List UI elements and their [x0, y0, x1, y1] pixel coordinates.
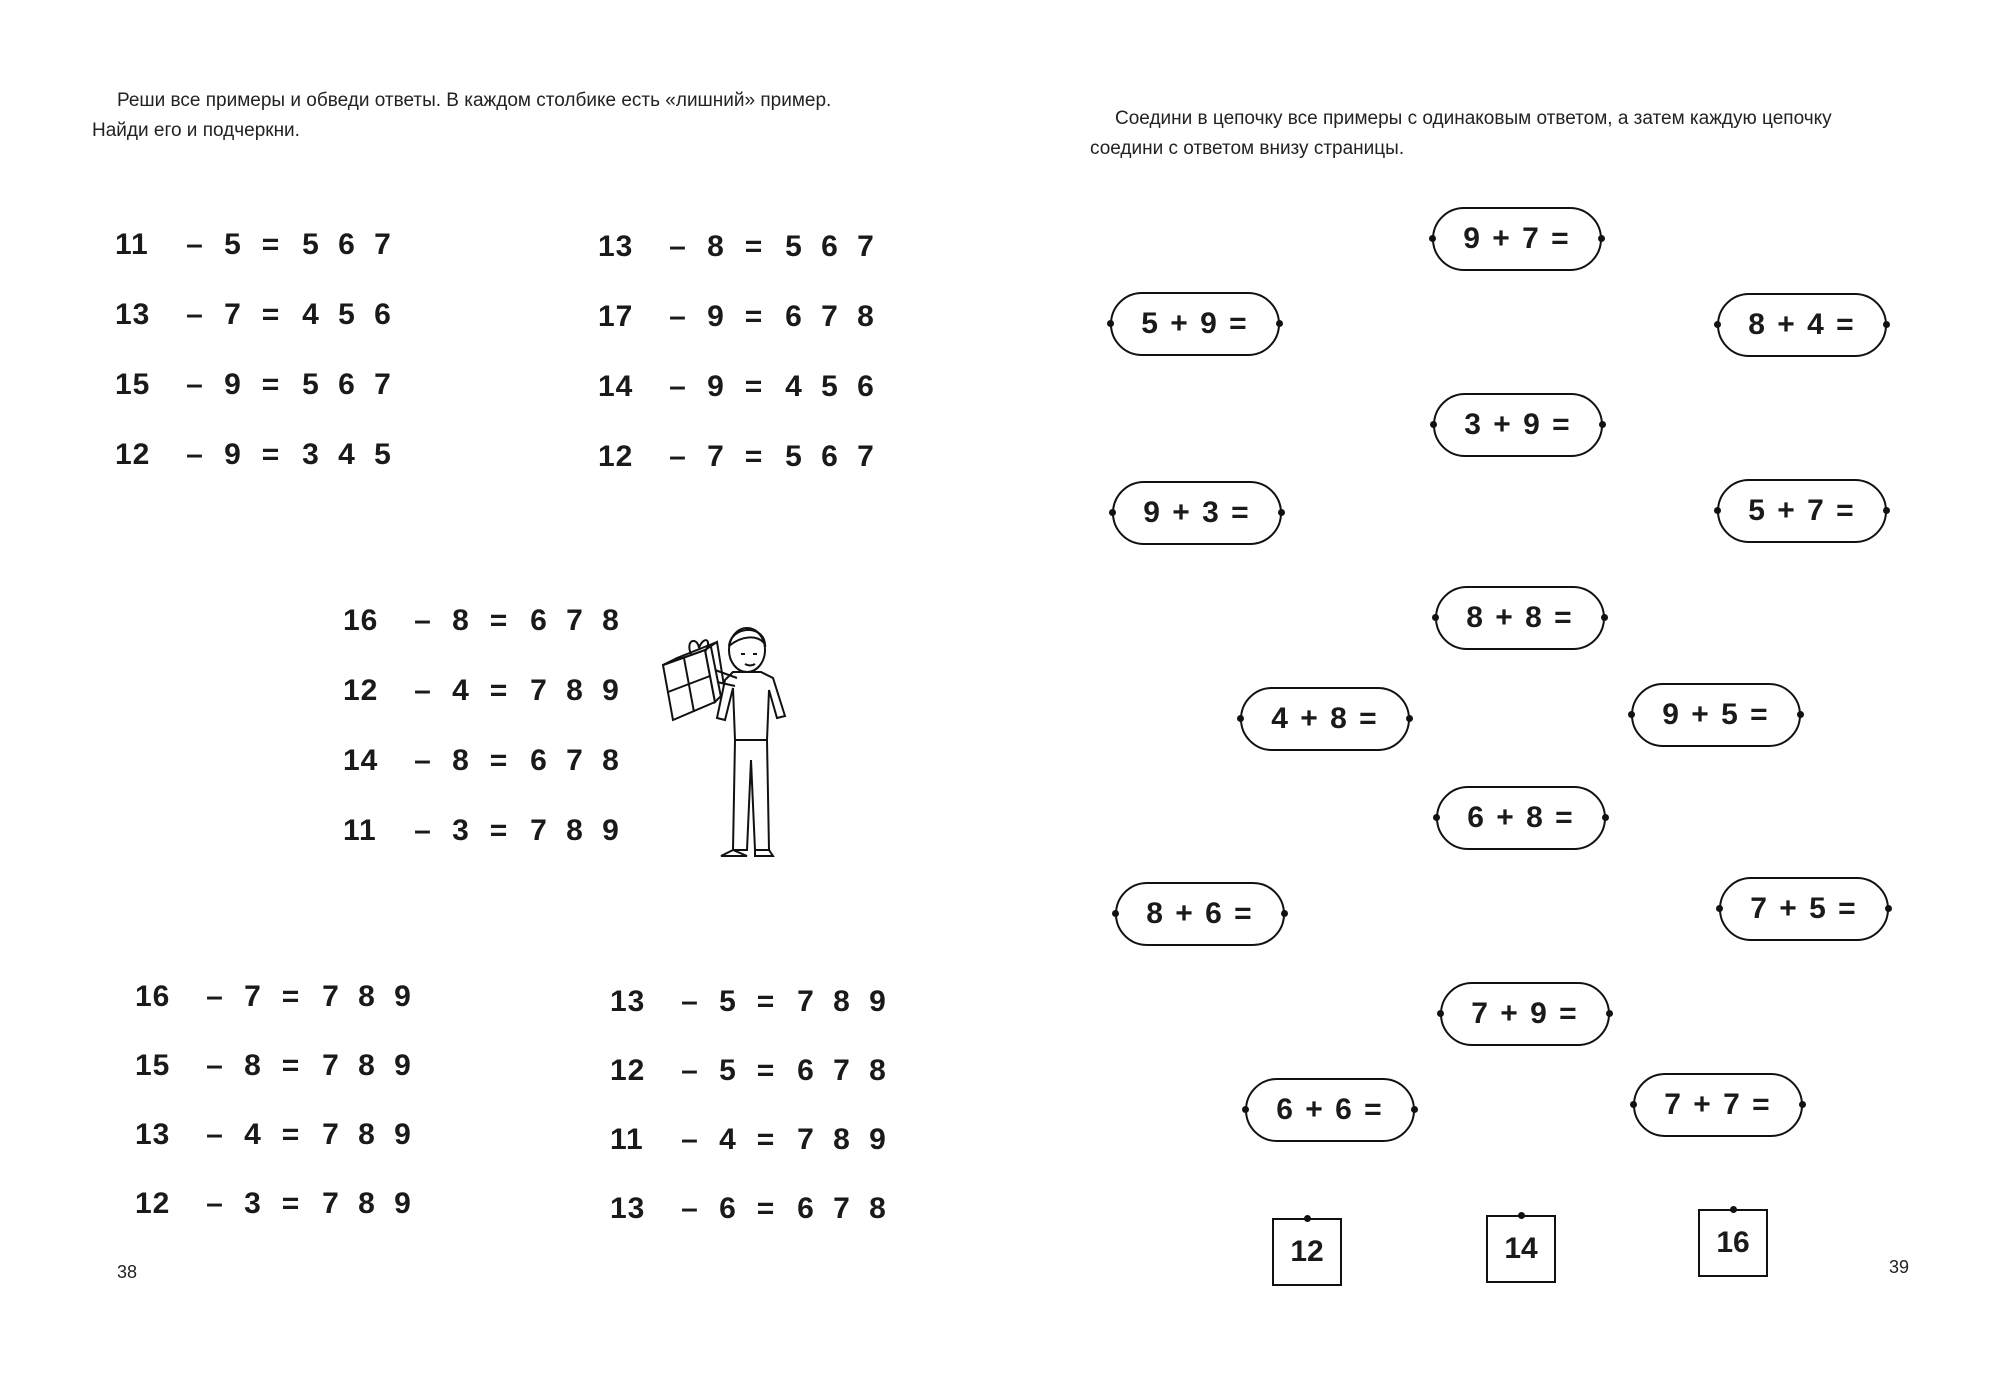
- exercise-a: 16: [343, 604, 379, 637]
- exercise-op: –: [206, 980, 224, 1013]
- connection-dot[interactable]: [1799, 1101, 1806, 1108]
- exercise-eq: =: [489, 604, 509, 637]
- equation-pill[interactable]: [1717, 479, 1887, 543]
- exercise-row: [610, 1192, 896, 1226]
- exercise-eq: =: [489, 674, 509, 707]
- exercise-op: –: [186, 228, 204, 261]
- answer-choices: [788, 1054, 896, 1088]
- exercise-op: –: [206, 1118, 224, 1151]
- connection-dot[interactable]: [1242, 1106, 1249, 1113]
- exercise-b: 9: [224, 368, 242, 401]
- exercise-op: –: [186, 438, 204, 471]
- right-instruction: Соедини в цепочку все примеры с одинаковым ответом, а затем каждую цепочку соедини с ответом внизу страницы.: [1090, 108, 1832, 159]
- exercise-a: 13: [598, 230, 634, 263]
- exercise-b: 5: [719, 1054, 737, 1087]
- exercise-row: [135, 1187, 421, 1221]
- connection-dot[interactable]: [1602, 814, 1609, 821]
- exercise-op: –: [414, 744, 432, 777]
- answer-choices: [776, 300, 884, 334]
- equation-pill[interactable]: [1240, 687, 1410, 751]
- exercise-eq: =: [261, 368, 281, 401]
- answer-choice[interactable]: 8: [602, 604, 620, 637]
- exercise-b: 8: [452, 604, 470, 637]
- connection-dot[interactable]: [1714, 321, 1721, 328]
- exercise-b: 9: [707, 370, 725, 403]
- answer-choice[interactable]: 7: [322, 1118, 340, 1151]
- exercise-row: [135, 1049, 421, 1083]
- answer-choices: [313, 980, 421, 1014]
- exercise-eq: =: [756, 1123, 776, 1156]
- answer-choice[interactable]: 5: [374, 438, 392, 471]
- answer-choice[interactable]: 7: [374, 228, 392, 261]
- exercise-b: 7: [224, 298, 242, 331]
- exercise-row: [135, 980, 421, 1014]
- answer-choices: [313, 1049, 421, 1083]
- answer-choice[interactable]: 4: [785, 370, 803, 403]
- connection-dot[interactable]: [1598, 235, 1605, 242]
- answer-choice[interactable]: 6: [797, 1054, 815, 1087]
- answer-choice[interactable]: 8: [358, 1187, 376, 1220]
- answer-choice[interactable]: 8: [566, 674, 584, 707]
- exercise-eq: =: [281, 1187, 301, 1220]
- answer-choices: [293, 228, 401, 262]
- connection-dot[interactable]: [1730, 1206, 1737, 1213]
- equation-pill[interactable]: [1719, 877, 1889, 941]
- exercise-eq: =: [744, 230, 764, 263]
- equation-pill[interactable]: [1440, 982, 1610, 1046]
- exercise-b: 6: [719, 1192, 737, 1225]
- connection-dot[interactable]: [1281, 910, 1288, 917]
- answer-choice[interactable]: 5: [785, 440, 803, 473]
- exercise-a: 12: [598, 440, 634, 473]
- answer-choice[interactable]: 5: [302, 368, 320, 401]
- connection-dot[interactable]: [1883, 321, 1890, 328]
- connection-dot[interactable]: [1429, 235, 1436, 242]
- answer-choice[interactable]: 5: [302, 228, 320, 261]
- answer-choices: [293, 438, 401, 472]
- answer-choice[interactable]: 8: [358, 1118, 376, 1151]
- answer-choice[interactable]: 6: [530, 604, 548, 637]
- exercise-op: –: [681, 1123, 699, 1156]
- exercise-a: 15: [115, 368, 151, 401]
- equation-pill[interactable]: [1436, 786, 1606, 850]
- exercise-op: –: [186, 368, 204, 401]
- connection-dot[interactable]: [1430, 421, 1437, 428]
- answer-choice[interactable]: 8: [358, 1049, 376, 1082]
- answer-choice[interactable]: 9: [869, 1123, 887, 1156]
- exercise-a: 12: [115, 438, 151, 471]
- connection-dot[interactable]: [1276, 320, 1283, 327]
- equation-pill[interactable]: [1432, 207, 1602, 271]
- connection-dot[interactable]: [1628, 711, 1635, 718]
- exercise-row: [115, 298, 401, 332]
- connection-dot[interactable]: [1599, 421, 1606, 428]
- answer-choices: [776, 230, 884, 264]
- answer-choices: [521, 744, 629, 778]
- exercise-op: –: [681, 985, 699, 1018]
- equation-text: 4 + 8 =: [1271, 702, 1379, 735]
- answer-choice[interactable]: 4: [302, 298, 320, 331]
- exercise-eq: =: [756, 1192, 776, 1225]
- answer-choice[interactable]: 8: [566, 814, 584, 847]
- exercise-row: [598, 300, 884, 334]
- answer-choice[interactable]: 7: [797, 1123, 815, 1156]
- answer-value: 14: [1504, 1232, 1538, 1265]
- exercise-a: 11: [115, 228, 149, 261]
- exercise-a: 14: [598, 370, 634, 403]
- equation-text: 5 + 7 =: [1748, 494, 1856, 527]
- exercise-a: 17: [598, 300, 634, 333]
- answer-choice[interactable]: 6: [338, 368, 356, 401]
- exercise-a: 15: [135, 1049, 171, 1082]
- exercise-eq: =: [261, 298, 281, 331]
- equation-pill[interactable]: [1245, 1078, 1415, 1142]
- exercise-eq: =: [756, 985, 776, 1018]
- answer-choice[interactable]: 9: [394, 1187, 412, 1220]
- answer-choice[interactable]: 8: [833, 1123, 851, 1156]
- exercise-row: [115, 368, 401, 402]
- exercise-a: 13: [115, 298, 151, 331]
- exercise-op: –: [414, 814, 432, 847]
- answer-choice[interactable]: 7: [566, 744, 584, 777]
- connection-dot[interactable]: [1437, 1010, 1444, 1017]
- exercise-a: 13: [135, 1118, 171, 1151]
- answer-choice[interactable]: 6: [785, 300, 803, 333]
- answer-box[interactable]: [1272, 1218, 1342, 1286]
- connection-dot[interactable]: [1109, 509, 1116, 516]
- exercise-b: 5: [719, 985, 737, 1018]
- answer-choices: [313, 1118, 421, 1152]
- exercise-row: [343, 744, 629, 778]
- answer-choices: [293, 368, 401, 402]
- equation-text: 5 + 9 =: [1141, 307, 1249, 340]
- equation-pill[interactable]: [1110, 292, 1280, 356]
- exercise-eq: =: [744, 370, 764, 403]
- answer-choice[interactable]: 7: [530, 674, 548, 707]
- answer-choice[interactable]: 6: [797, 1192, 815, 1225]
- answer-choices: [293, 298, 401, 332]
- answer-choice[interactable]: 6: [857, 370, 875, 403]
- exercise-op: –: [669, 230, 687, 263]
- exercise-eq: =: [744, 300, 764, 333]
- exercise-b: 4: [452, 674, 470, 707]
- answer-value: 12: [1290, 1235, 1324, 1268]
- exercise-b: 4: [244, 1118, 262, 1151]
- answer-choice[interactable]: 8: [602, 744, 620, 777]
- connection-dot[interactable]: [1278, 509, 1285, 516]
- exercise-row: [598, 230, 884, 264]
- equation-pill[interactable]: [1631, 683, 1801, 747]
- exercise-op: –: [186, 298, 204, 331]
- exercise-row: [610, 1123, 896, 1157]
- exercise-op: –: [414, 674, 432, 707]
- equation-pill[interactable]: [1717, 293, 1887, 357]
- exercise-b: 3: [452, 814, 470, 847]
- answer-choice[interactable]: 8: [869, 1054, 887, 1087]
- exercise-b: 8: [452, 744, 470, 777]
- answer-choice[interactable]: 9: [869, 985, 887, 1018]
- exercise-op: –: [414, 604, 432, 637]
- exercise-b: 9: [224, 438, 242, 471]
- exercise-eq: =: [281, 1049, 301, 1082]
- answer-choice[interactable]: 8: [358, 980, 376, 1013]
- exercise-a: 12: [343, 674, 379, 707]
- page-number-right: 39: [1889, 1257, 1910, 1277]
- answer-choice[interactable]: 8: [857, 300, 875, 333]
- exercise-op: –: [669, 300, 687, 333]
- answer-choice[interactable]: 7: [833, 1192, 851, 1225]
- connection-dot[interactable]: [1107, 320, 1114, 327]
- exercise-b: 5: [224, 228, 242, 261]
- answer-choice[interactable]: 9: [602, 674, 620, 707]
- exercise-row: [135, 1118, 421, 1152]
- exercise-op: –: [206, 1049, 224, 1082]
- answer-choices: [521, 814, 629, 848]
- exercise-row: [115, 228, 401, 262]
- exercise-b: 8: [244, 1049, 262, 1082]
- answer-choice[interactable]: 7: [530, 814, 548, 847]
- exercise-row: [343, 604, 629, 638]
- answer-choice[interactable]: 6: [338, 228, 356, 261]
- equation-text: 8 + 8 =: [1466, 601, 1574, 634]
- answer-choice[interactable]: 6: [821, 230, 839, 263]
- boy-with-gift-illustration: [655, 620, 790, 860]
- answer-box[interactable]: [1486, 1215, 1556, 1283]
- exercise-a: 11: [343, 814, 377, 847]
- exercise-row: [343, 674, 629, 708]
- equation-text: 8 + 6 =: [1146, 897, 1254, 930]
- exercise-b: 8: [707, 230, 725, 263]
- connection-dot[interactable]: [1601, 614, 1608, 621]
- equation-pill[interactable]: [1633, 1073, 1803, 1137]
- exercise-row: [598, 440, 884, 474]
- equation-text: 9 + 5 =: [1662, 698, 1770, 731]
- exercise-eq: =: [281, 980, 301, 1013]
- answer-choice[interactable]: 7: [821, 300, 839, 333]
- exercise-row: [610, 985, 896, 1019]
- connection-dot[interactable]: [1406, 715, 1413, 722]
- answer-choices: [521, 674, 629, 708]
- answer-choice[interactable]: 7: [857, 440, 875, 473]
- exercise-a: 13: [610, 1192, 646, 1225]
- connection-dot[interactable]: [1716, 905, 1723, 912]
- answer-choice[interactable]: 5: [338, 298, 356, 331]
- equation-text: 8 + 4 =: [1748, 308, 1856, 341]
- connection-dot[interactable]: [1237, 715, 1244, 722]
- exercise-eq: =: [756, 1054, 776, 1087]
- exercise-op: –: [206, 1187, 224, 1220]
- answer-choices: [788, 1192, 896, 1226]
- connection-dot[interactable]: [1432, 614, 1439, 621]
- exercise-row: [598, 370, 884, 404]
- answer-choice[interactable]: 7: [797, 985, 815, 1018]
- answer-choices: [788, 1123, 896, 1157]
- equation-text: 7 + 9 =: [1471, 997, 1579, 1030]
- answer-choice[interactable]: 5: [821, 370, 839, 403]
- connection-dot[interactable]: [1518, 1212, 1525, 1219]
- answer-choices: [313, 1187, 421, 1221]
- equation-text: 9 + 3 =: [1143, 496, 1251, 529]
- exercise-b: 3: [244, 1187, 262, 1220]
- equation-pill[interactable]: [1115, 882, 1285, 946]
- answer-choice[interactable]: 9: [394, 1118, 412, 1151]
- exercise-a: 14: [343, 744, 379, 777]
- exercise-a: 12: [610, 1054, 646, 1087]
- answer-choices: [776, 440, 884, 474]
- equation-text: 6 + 8 =: [1467, 801, 1575, 834]
- exercise-op: –: [681, 1192, 699, 1225]
- exercise-op: –: [681, 1054, 699, 1087]
- equation-text: 6 + 6 =: [1276, 1093, 1384, 1126]
- answer-choice[interactable]: 9: [602, 814, 620, 847]
- exercise-eq: =: [281, 1118, 301, 1151]
- exercise-eq: =: [261, 438, 281, 471]
- left-instruction: Реши все примеры и обведи ответы. В каждом столбике есть «лишний» пример. Найди его и подчеркни.: [92, 90, 832, 141]
- answer-choice[interactable]: 7: [322, 980, 340, 1013]
- answer-choice[interactable]: 8: [833, 985, 851, 1018]
- answer-choice[interactable]: 8: [869, 1192, 887, 1225]
- exercise-op: –: [669, 370, 687, 403]
- connection-dot[interactable]: [1433, 814, 1440, 821]
- answer-value: 16: [1716, 1226, 1750, 1259]
- connection-dot[interactable]: [1797, 711, 1804, 718]
- connection-dot[interactable]: [1304, 1215, 1311, 1222]
- answer-choice[interactable]: 7: [322, 1049, 340, 1082]
- answer-choice[interactable]: 6: [530, 744, 548, 777]
- connection-dot[interactable]: [1411, 1106, 1418, 1113]
- connection-dot[interactable]: [1630, 1101, 1637, 1108]
- exercise-b: 9: [707, 300, 725, 333]
- exercise-eq: =: [261, 228, 281, 261]
- exercise-eq: =: [489, 814, 509, 847]
- exercise-eq: =: [489, 744, 509, 777]
- equation-text: 3 + 9 =: [1464, 408, 1572, 441]
- exercise-op: –: [669, 440, 687, 473]
- exercise-a: 11: [610, 1123, 644, 1156]
- right-page: [1000, 0, 2000, 1384]
- answer-choices: [521, 604, 629, 638]
- equation-pill[interactable]: [1433, 393, 1603, 457]
- equation-pill[interactable]: [1112, 481, 1282, 545]
- answer-choice[interactable]: 7: [857, 230, 875, 263]
- exercise-b: 7: [244, 980, 262, 1013]
- answer-choice[interactable]: 7: [833, 1054, 851, 1087]
- connection-dot[interactable]: [1112, 910, 1119, 917]
- page-number-left: 38: [117, 1262, 138, 1282]
- answer-choice[interactable]: 6: [374, 298, 392, 331]
- connection-dot[interactable]: [1714, 507, 1721, 514]
- answer-choice[interactable]: 7: [566, 604, 584, 637]
- answer-box[interactable]: [1698, 1209, 1768, 1277]
- exercise-a: 13: [610, 985, 646, 1018]
- answer-choices: [776, 370, 884, 404]
- connection-dot[interactable]: [1883, 507, 1890, 514]
- equation-text: 9 + 7 =: [1463, 222, 1571, 255]
- exercise-b: 7: [707, 440, 725, 473]
- exercise-row: [115, 438, 401, 472]
- exercise-row: [610, 1054, 896, 1088]
- answer-choices: [788, 985, 896, 1019]
- equation-text: 7 + 5 =: [1750, 892, 1858, 925]
- answer-choice[interactable]: 7: [374, 368, 392, 401]
- answer-choice[interactable]: 5: [785, 230, 803, 263]
- answer-choice[interactable]: 3: [302, 438, 320, 471]
- exercise-a: 16: [135, 980, 171, 1013]
- exercise-a: 12: [135, 1187, 171, 1220]
- exercise-b: 4: [719, 1123, 737, 1156]
- exercise-row: [343, 814, 629, 848]
- answer-choice[interactable]: 6: [821, 440, 839, 473]
- answer-choice[interactable]: 7: [322, 1187, 340, 1220]
- answer-choice[interactable]: 9: [394, 980, 412, 1013]
- connection-dot[interactable]: [1885, 905, 1892, 912]
- answer-choice[interactable]: 9: [394, 1049, 412, 1082]
- equation-pill[interactable]: [1435, 586, 1605, 650]
- answer-choice[interactable]: 4: [338, 438, 356, 471]
- exercise-eq: =: [744, 440, 764, 473]
- connection-dot[interactable]: [1606, 1010, 1613, 1017]
- equation-text: 7 + 7 =: [1664, 1088, 1772, 1121]
